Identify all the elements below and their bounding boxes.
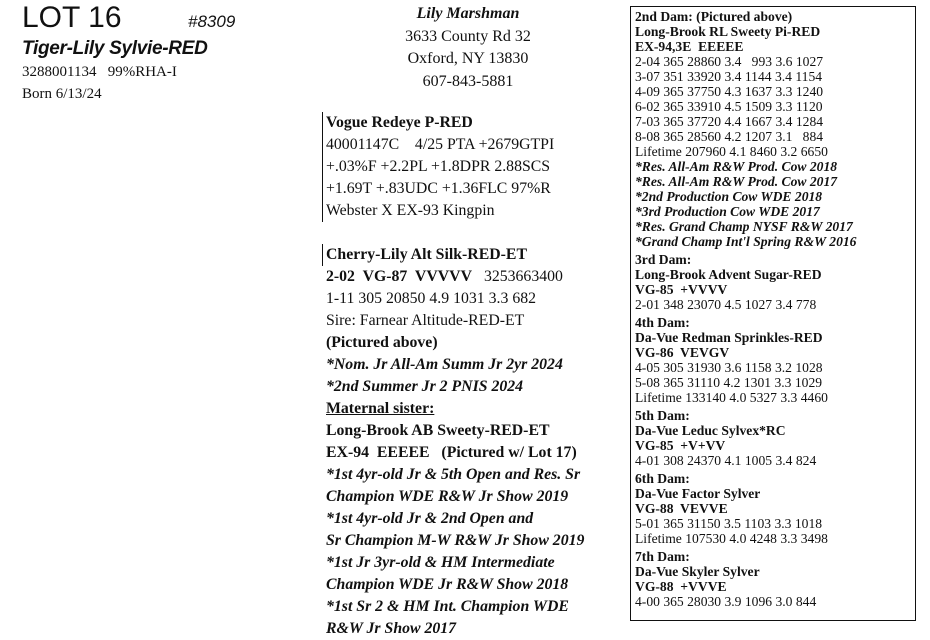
- owner-block: [388, 3, 548, 93]
- sister-name: Long-Brook AB Sweety-RED-ET: [326, 422, 550, 439]
- sister-award: Sr Champion M-W R&W Jr Show 2019: [326, 532, 585, 549]
- dam3-section: [635, 252, 915, 312]
- sire-line: Webster X EX-93 Kingpin: [326, 202, 495, 219]
- dam4-classification: VG-86 VEVGV: [635, 345, 730, 360]
- dam6-name: Da-Vue Factor Sylver: [635, 486, 761, 501]
- dam7-record: 4-00 365 28030 3.9 1096 3.0 844: [635, 594, 817, 609]
- dam2-award: *2nd Production Cow WDE 2018: [635, 189, 823, 204]
- dam6-header: 6th Dam:: [635, 471, 690, 486]
- dam2-award: *Res. All-Am R&W Prod. Cow 2018: [635, 159, 838, 174]
- dam5-name: Da-Vue Leduc Sylvex*RC: [635, 423, 786, 438]
- dam3-name: Long-Brook Advent Sugar-RED: [635, 267, 822, 282]
- sister-award: R&W Jr Show 2017: [326, 620, 457, 637]
- lot-label: LOT 16: [22, 1, 122, 34]
- owner-address-1: 3633 County Rd 32: [405, 27, 531, 45]
- dam7-name: Da-Vue Skyler Sylver: [635, 564, 760, 579]
- owner-address-2: Oxford, NY 13830: [407, 50, 529, 67]
- dam2-record: 4-09 365 37750 4.3 1637 3.3 1240: [635, 84, 824, 99]
- dam2-record: 2-04 365 28860 3.4 993 3.6 1027: [635, 54, 824, 69]
- pedigree-box: [630, 6, 916, 621]
- dam6-record: Lifetime 107530 4.0 4248 3.3 3498: [635, 531, 828, 546]
- dam2-award: *Res. Grand Champ NYSF R&W 2017: [635, 219, 853, 234]
- dam6-classification: VG-88 VEVVE: [635, 501, 728, 516]
- dam-pictured: (Pictured above): [326, 334, 438, 351]
- dam3-record: 2-01 348 23070 4.5 1027 3.4 778: [635, 297, 817, 312]
- dam2-record: 6-02 365 33910 4.5 1509 3.3 1120: [635, 99, 823, 114]
- dam7-header: 7th Dam:: [635, 549, 690, 564]
- sire-line: 40001147C 4/25 PTA +2679GTPI: [326, 136, 555, 153]
- dam5-section: [635, 408, 915, 468]
- birth-date: Born 6/13/24: [22, 86, 102, 102]
- dam6-section: [635, 471, 915, 546]
- dam4-name: Da-Vue Redman Sprinkles-RED: [635, 330, 823, 345]
- dam2-record: 3-07 351 33920 3.4 1144 3.4 1154: [635, 69, 823, 84]
- dam2-award: *Grand Champ Int'l Spring R&W 2016: [635, 234, 857, 249]
- registration-line: 3288001134 99%RHA-I: [22, 64, 177, 80]
- sire-name: Vogue Redeye P-RED: [326, 114, 473, 131]
- dam4-section: [635, 315, 915, 405]
- sister-award: *1st Jr 3yr-old & HM Intermediate: [326, 554, 555, 571]
- maternal-sister-label: Maternal sister:: [326, 400, 435, 417]
- sister-award: *1st 4yr-old Jr & 2nd Open and: [326, 510, 534, 527]
- dam-registration: 3253663400: [483, 268, 563, 285]
- dam2-record: 7-03 365 37720 4.4 1667 3.4 1284: [635, 114, 824, 129]
- sire-block: [322, 112, 622, 222]
- sire-dam-column: [322, 112, 622, 640]
- dam5-record: 4-01 308 24370 4.1 1005 3.4 824: [635, 453, 817, 468]
- sister-award: *1st 4yr-old Jr & 5th Open and Res. Sr: [326, 466, 581, 483]
- dam6-record: 5-01 365 31150 3.5 1103 3.3 1018: [635, 516, 823, 531]
- dam4-record: 4-05 305 31930 3.6 1158 3.2 1028: [635, 360, 823, 375]
- sire-line: +.03%F +2.2PL +1.8DPR 2.88SCS: [326, 158, 551, 175]
- dam7-classification: VG-88 +VVVE: [635, 579, 727, 594]
- owner-name: Lily Marshman: [416, 5, 520, 22]
- dam3-header: 3rd Dam:: [635, 252, 692, 267]
- sire-line: +1.69T +.83UDC +1.36FLC 97%R: [326, 180, 551, 197]
- dam-award: *Nom. Jr All-Am Summ Jr 2yr 2024: [326, 356, 563, 373]
- owner-phone: 607-843-5881: [422, 72, 514, 90]
- dam-details: [322, 266, 622, 640]
- dam5-classification: VG-85 +V+VV: [635, 438, 726, 453]
- dam2-classification: EX-94,3E EEEEE: [635, 39, 744, 54]
- dam4-record: 5-08 365 31110 4.2 1301 3.3 1029: [635, 375, 823, 390]
- sister-award: Champion WDE Jr R&W Show 2018: [326, 576, 569, 593]
- dam2-record: 8-08 365 28560 4.2 1207 3.1 884: [635, 129, 824, 144]
- dam2-name: Long-Brook RL Sweety Pi-RED: [635, 24, 821, 39]
- dam2-award: *3rd Production Cow WDE 2017: [635, 204, 820, 219]
- dam2-header: 2nd Dam: (Pictured above): [635, 9, 793, 24]
- dam2-record: Lifetime 207960 4.1 8460 3.2 6650: [635, 144, 828, 159]
- dam4-header: 4th Dam:: [635, 315, 690, 330]
- sister-classification: EX-94 EEEEE (Pictured w/ Lot 17): [326, 444, 577, 461]
- dam-classification: 2-02 VG-87 VVVVV: [326, 268, 472, 285]
- dam-award: *2nd Summer Jr 2 PNIS 2024: [326, 378, 524, 395]
- dam3-classification: VG-85 +VVVV: [635, 282, 728, 297]
- sister-award: *1st Sr 2 & HM Int. Champion WDE: [326, 598, 569, 615]
- dam4-record: Lifetime 133140 4.0 5327 3.3 4460: [635, 390, 828, 405]
- dam-record: 1-11 305 20850 4.9 1031 3.3 682: [326, 290, 537, 307]
- dam7-section: [635, 549, 915, 609]
- dam-block: [322, 244, 622, 266]
- dam2-award: *Res. All-Am R&W Prod. Cow 2017: [635, 174, 838, 189]
- dam-sire: Sire: Farnear Altitude-RED-ET: [326, 312, 525, 329]
- dam5-header: 5th Dam:: [635, 408, 690, 423]
- animal-name: Tiger-Lily Sylvie-RED: [22, 38, 208, 59]
- sister-award: Champion WDE R&W Jr Show 2019: [326, 488, 569, 505]
- lot-number: #8309: [188, 12, 236, 31]
- dam-name: Cherry-Lily Alt Silk-RED-ET: [326, 246, 527, 263]
